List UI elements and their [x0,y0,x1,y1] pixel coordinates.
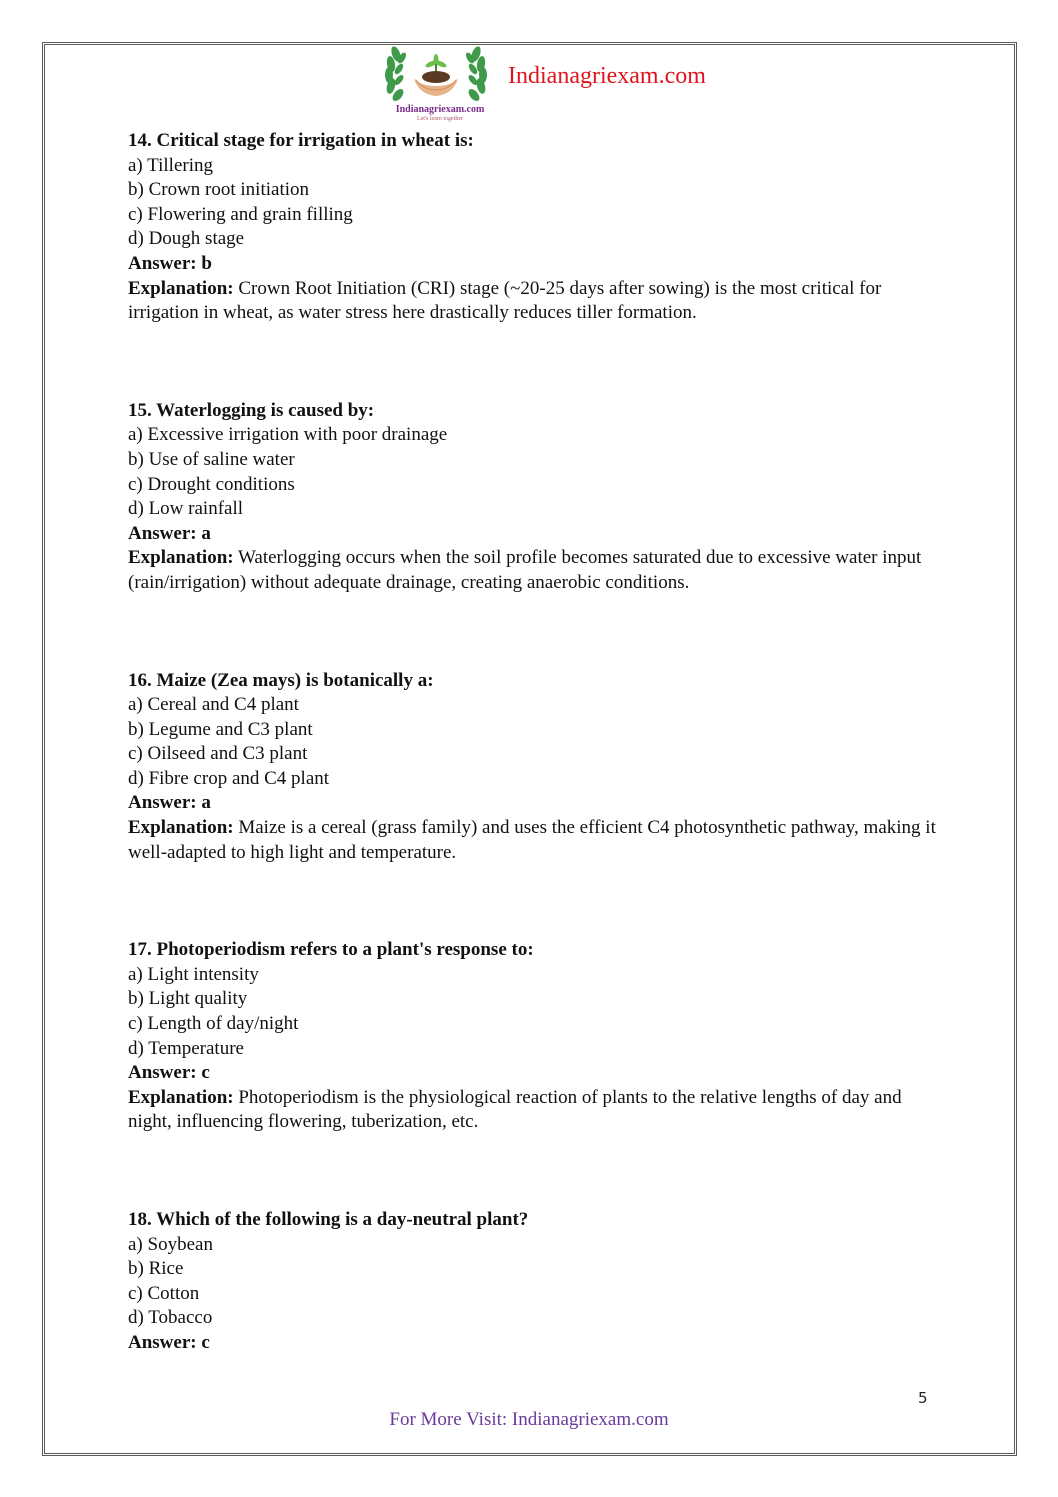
question-title: 16. Maize (Zea mays) is botanically a: [128,669,434,691]
explanation [128,546,948,595]
explanation [128,816,948,865]
answer: Answer: a [128,522,211,544]
option-c: c) Oilseed and C3 plant [128,743,308,765]
page-header [378,44,738,128]
explanation-text: Crown Root Initiation (CRI) stage (~20-25 days after sowing) is the most critical for irrigation in wheat, as water stress here drastically reduces tiller formation. [128,277,882,324]
page-number: 5 [918,1389,928,1407]
question-title: 15. Waterlogging is caused by: [128,399,375,421]
explanation-label: Explanation: [128,1086,234,1108]
question-title: 17. Photoperiodism refers to a plant's response to: [128,939,534,961]
option-b: b) Light quality [128,988,248,1010]
option-c: c) Drought conditions [128,473,295,495]
answer: Answer: b [128,252,212,274]
question-16 [128,669,948,866]
question-17 [128,938,948,1135]
answer: Answer: c [128,1331,210,1353]
logo-name: Indianagriexam.com [395,104,485,115]
answer: Answer: a [128,792,211,814]
option-a: a) Light intensity [128,963,259,985]
question-title: 14. Critical stage for irrigation in wheat is: [128,130,474,151]
footer-link-text: For More Visit: Indianagriexam.com [389,1409,669,1430]
option-c: c) Flowering and grain filling [128,203,353,225]
option-d: d) Dough stage [128,228,245,250]
option-d: d) Low rainfall [128,498,244,520]
question-18 [128,1208,948,1356]
explanation [128,277,948,326]
option-d: d) Fibre crop and C4 plant [128,767,330,789]
explanation-text: Photoperiodism is the physiological reaction of plants to the relative lengths of day and night, influencing flowering, tuberization, etc. [128,1086,902,1133]
option-b: b) Rice [128,1258,184,1280]
question-list [128,129,948,1356]
option-c: c) Cotton [128,1282,200,1304]
laurel-hands-plant-icon [378,44,502,106]
logo-tagline: Let's learn together [416,116,464,122]
option-c: c) Length of day/night [128,1013,299,1035]
explanation [128,1086,948,1135]
option-b: b) Crown root initiation [128,179,310,201]
answer: Answer: c [128,1062,210,1084]
logo [378,44,502,126]
question-15 [128,399,948,596]
explanation-label: Explanation: [128,547,234,569]
explanation-text: Waterlogging occurs when the soil profile becomes saturated due to excessive water input (rain/irrigation) without adequate drainage, creating anaerobic conditions. [128,547,922,593]
option-a: a) Excessive irrigation with poor drainage [128,424,448,446]
option-b: b) Legume and C3 plant [128,718,313,740]
question-14 [128,129,948,326]
question-title: 18. Which of the following is a day-neutral plant? [128,1209,529,1230]
option-d: d) Temperature [128,1037,244,1059]
option-d: d) Tobacco [128,1307,213,1329]
site-title: Indianagriexam.com [508,63,706,89]
option-a: a) Soybean [128,1233,213,1255]
option-a: a) Cereal and C4 plant [128,694,299,716]
explanation-label: Explanation: [128,277,234,299]
option-a: a) Tillering [128,154,213,176]
option-b: b) Use of saline water [128,448,295,470]
explanation-text: Maize is a cereal (grass family) and uses the efficient C4 photosynthetic pathway, making it well-adapted to high light and temperature. [128,817,936,863]
explanation-label: Explanation: [128,817,234,839]
